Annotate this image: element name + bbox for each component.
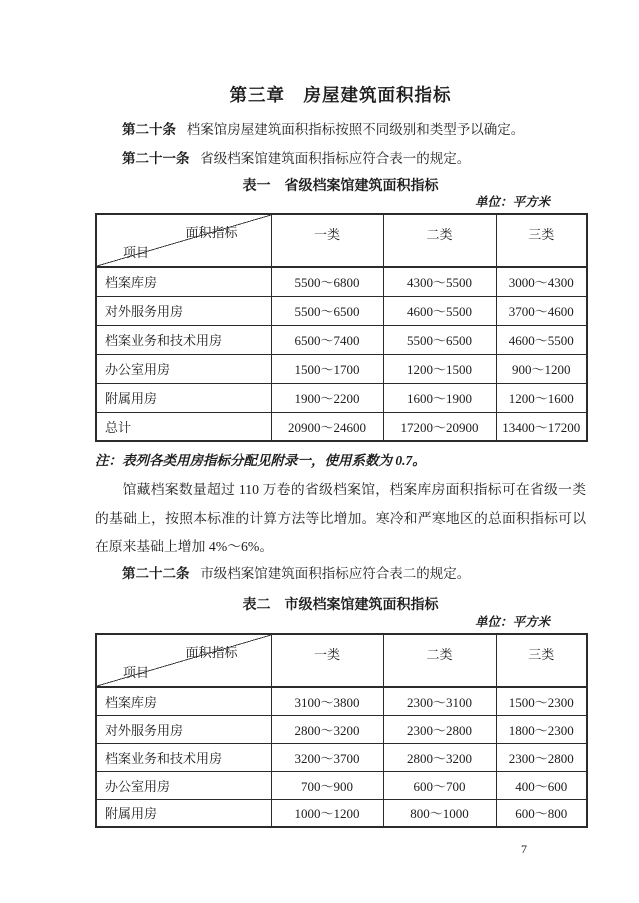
table-row bbox=[96, 743, 587, 771]
row-label-cell: 档案业务和技术用房 bbox=[96, 325, 271, 354]
corner-label-item: 项目 bbox=[123, 665, 150, 681]
value-cell: 5500～6500 bbox=[271, 296, 383, 325]
table-row bbox=[96, 383, 587, 412]
table2-corner-cell bbox=[96, 634, 271, 687]
value-cell: 1500～2300 bbox=[496, 687, 587, 715]
row-label-cell: 总计 bbox=[96, 412, 271, 441]
value-cell: 1800～2300 bbox=[496, 715, 587, 743]
table2-col-class2: 二类 bbox=[383, 634, 496, 687]
value-cell: 6500～7400 bbox=[271, 325, 383, 354]
value-cell: 1200～1500 bbox=[383, 354, 496, 383]
table2-col-class3: 三类 bbox=[496, 634, 587, 687]
value-cell: 900～1200 bbox=[496, 354, 587, 383]
article-22-label: 第二十二条 bbox=[122, 566, 190, 582]
table-row bbox=[96, 799, 587, 827]
value-cell: 2300～3100 bbox=[383, 687, 496, 715]
value-cell: 5500～6500 bbox=[383, 325, 496, 354]
article-20 bbox=[95, 120, 586, 139]
value-cell: 3000～4300 bbox=[496, 267, 587, 296]
value-cell: 4300～5500 bbox=[383, 267, 496, 296]
corner-label-item: 项目 bbox=[123, 245, 150, 260]
value-cell: 13400～17200 bbox=[496, 412, 587, 441]
row-label-cell: 档案业务和技术用房 bbox=[96, 743, 271, 771]
value-cell: 2300～2800 bbox=[496, 743, 587, 771]
value-cell: 20900～24600 bbox=[271, 412, 383, 441]
row-label-cell: 附属用房 bbox=[96, 799, 271, 827]
table1-header-row bbox=[96, 214, 587, 267]
value-cell: 1000～1200 bbox=[271, 799, 383, 827]
value-cell: 3200～3700 bbox=[271, 743, 383, 771]
article-21-label: 第二十一条 bbox=[122, 151, 190, 166]
value-cell: 4600～5500 bbox=[496, 325, 587, 354]
page-number: 7 bbox=[521, 842, 527, 856]
value-cell: 1200～1600 bbox=[496, 383, 587, 412]
table-row bbox=[96, 687, 587, 715]
value-cell: 800～1000 bbox=[383, 799, 496, 827]
value-cell: 400～600 bbox=[496, 771, 587, 799]
article-22 bbox=[95, 564, 586, 583]
row-label-cell: 附属用房 bbox=[96, 383, 271, 412]
value-cell: 1600～1900 bbox=[383, 383, 496, 412]
article-22-text: 市级档案馆建筑面积指标应符合表二的规定。 bbox=[200, 566, 471, 582]
body-paragraph: 馆藏档案数量超过 110 万卷的省级档案馆，档案库房面积指标可在省级一类的基础上，按照本标准的计算方法等比增加。寒冷和严寒地区的总面积指标可以在原来基础上增加 4%～6%。 bbox=[95, 482, 586, 555]
table-row bbox=[96, 296, 587, 325]
value-cell: 17200～20900 bbox=[383, 412, 496, 441]
row-label-cell: 对外服务用房 bbox=[96, 715, 271, 743]
table1-unit-label: 单位：平方米 bbox=[474, 195, 550, 209]
row-label-cell: 办公室用房 bbox=[96, 771, 271, 799]
value-cell: 2800～3200 bbox=[383, 743, 496, 771]
table2-municipal-archives bbox=[95, 633, 588, 828]
value-cell: 3700～4600 bbox=[496, 296, 587, 325]
table1-note: 注：表列各类用房指标分配见附录一，使用系数为 0.7。 bbox=[95, 453, 426, 468]
table1-provincial-archives bbox=[95, 213, 588, 442]
row-label-cell: 档案库房 bbox=[96, 687, 271, 715]
value-cell: 4600～5500 bbox=[383, 296, 496, 325]
chapter-title: 第三章 房屋建筑面积指标 bbox=[229, 85, 452, 105]
article-20-label: 第二十条 bbox=[122, 122, 176, 137]
table2-caption: 表二 市级档案馆建筑面积指标 bbox=[242, 596, 439, 613]
value-cell: 600～800 bbox=[496, 799, 587, 827]
value-cell: 2800～3200 bbox=[271, 715, 383, 743]
row-label-cell: 对外服务用房 bbox=[96, 296, 271, 325]
table-row bbox=[96, 715, 587, 743]
table1-col-class2: 二类 bbox=[383, 214, 496, 267]
corner-label-area-indicator: 面积指标 bbox=[185, 645, 238, 661]
article-21 bbox=[95, 149, 586, 168]
article-21-text: 省级档案馆建筑面积指标应符合表一的规定。 bbox=[200, 151, 471, 166]
table2-unit-label: 单位：平方米 bbox=[474, 615, 550, 630]
value-cell: 1500～1700 bbox=[271, 354, 383, 383]
corner-label-area-indicator: 面积指标 bbox=[185, 225, 238, 240]
article-20-text: 档案馆房屋建筑面积指标按照不同级别和类型予以确定。 bbox=[186, 122, 525, 137]
row-label-cell: 档案库房 bbox=[96, 267, 271, 296]
value-cell: 700～900 bbox=[271, 771, 383, 799]
table1-col-class3: 三类 bbox=[496, 214, 587, 267]
table2-col-class1: 一类 bbox=[271, 634, 383, 687]
table1-caption: 表一 省级档案馆建筑面积指标 bbox=[242, 177, 439, 193]
table1-col-class1: 一类 bbox=[271, 214, 383, 267]
value-cell: 5500～6800 bbox=[271, 267, 383, 296]
value-cell: 3100～3800 bbox=[271, 687, 383, 715]
value-cell: 1900～2200 bbox=[271, 383, 383, 412]
table2-header-row bbox=[96, 634, 587, 687]
row-label-cell: 办公室用房 bbox=[96, 354, 271, 383]
table-row bbox=[96, 267, 587, 296]
table-row bbox=[96, 354, 587, 383]
table1-corner-cell bbox=[96, 214, 271, 267]
value-cell: 600～700 bbox=[383, 771, 496, 799]
table-row bbox=[96, 325, 587, 354]
table-row-total bbox=[96, 412, 587, 441]
table-row bbox=[96, 771, 587, 799]
value-cell: 2300～2800 bbox=[383, 715, 496, 743]
